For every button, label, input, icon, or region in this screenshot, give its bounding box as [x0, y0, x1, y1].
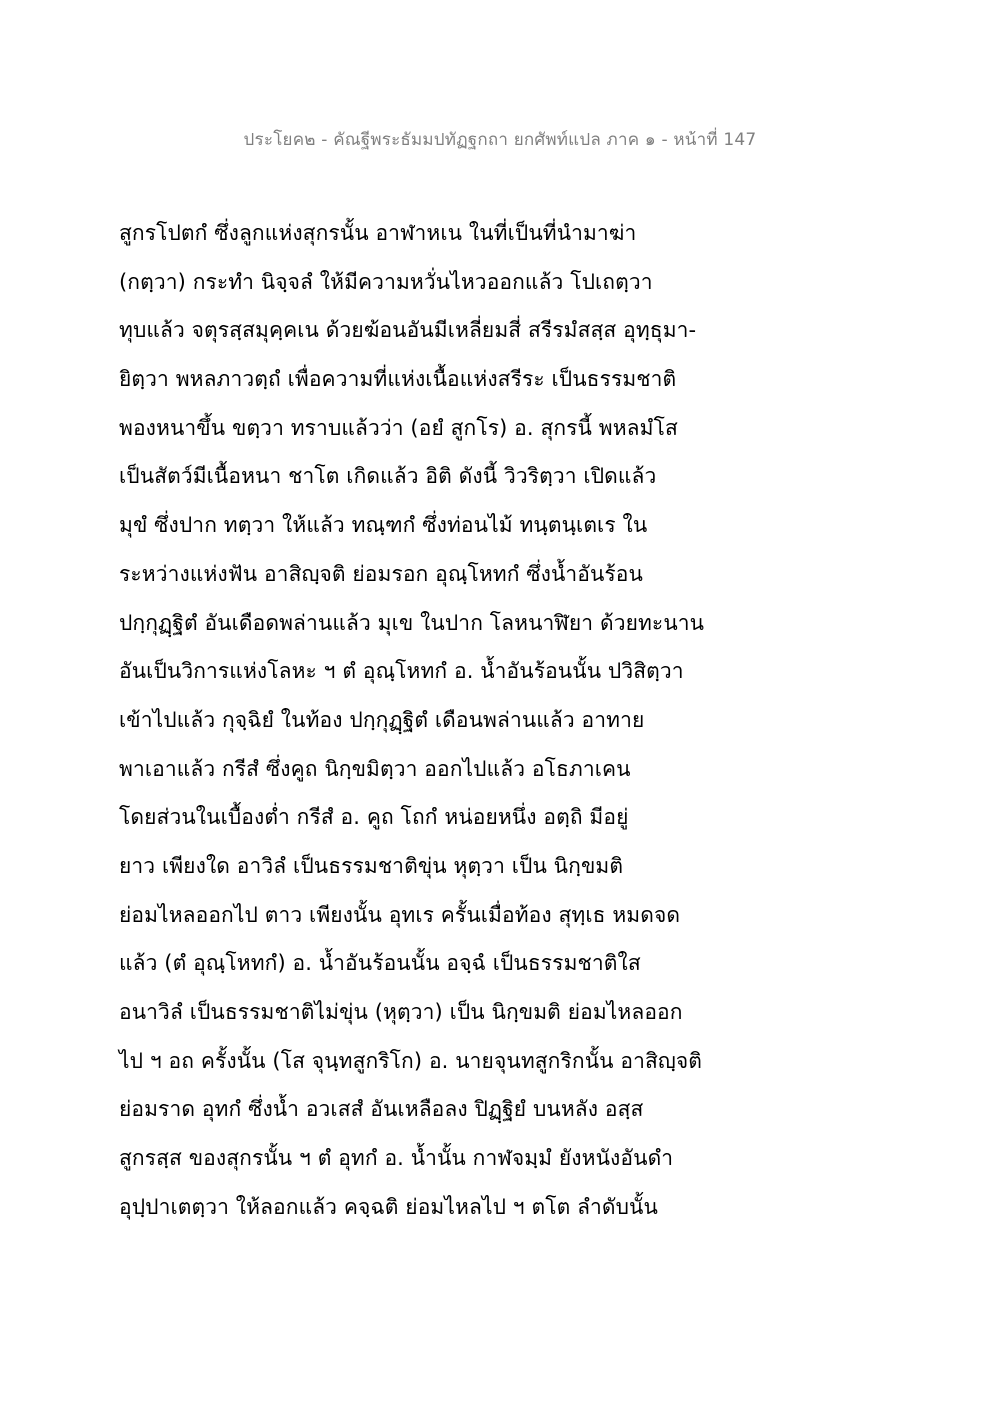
text-line-11: เข้าไปแล้ว กุจฺฉิยํ ในท้อง ปกฺกุฏฺฐิตํ เดือนพล่านแล้ว อาทาย — [119, 707, 645, 732]
text-line-1: สูกรโปตกํ ซึ่งลูกแห่งสุกรนั้น อาฬาหเน ในที่เป็นที่นำมาฆ่า — [119, 221, 637, 245]
text-line-14: ยาว เพียงใด อาวิลํ เป็นธรรมชาติขุ่น หุตฺวา เป็น นิกฺขมติ — [119, 853, 624, 878]
page-header: ประโยค๒ - คัณฐีพระธัมมปทัฏฐกถา ยกศัพท์แปล ภาค ๑ - หน้าที่ 147 — [243, 130, 757, 150]
text-line-20: สูกรสฺส ของสุกรนั้น ฯ ตํ อุทกํ อ. น้ำนั้น กาฬจมฺมํ ยังหนังอันดำ — [119, 1146, 674, 1171]
text-line-4: ยิตฺวา พหลภาวตฺถํ เพื่อความที่แห่งเนื้อแห่งสรีระ เป็นธรรมชาติ — [119, 367, 677, 392]
text-line-16: แล้ว (ตํ อุณฺโหทกํ) อ. น้ำอันร้อนนั้น อจฺฉํ เป็นธรรมชาติใส — [119, 951, 641, 976]
text-line-15: ย่อมไหลออกไป ตาว เพียงนั้น อุทเร ครั้นเมื่อท้อง สุทฺเธ หมดจด — [119, 902, 681, 927]
text-line-10: อันเป็นวิการแห่งโลหะ ฯ ตํ อุณฺโหทกํ อ. น้ำอันร้อนนั้น ปวิสิตฺวา — [119, 659, 684, 684]
text-line-12: พาเอาแล้ว กรีสํ ซึ่งคูถ นิกฺขมิตฺวา ออกไปแล้ว อโธภาเคน — [119, 756, 631, 781]
text-line-19: ย่อมราด อุทกํ ซึ่งน้ำ อวเสสํ อันเหลือลง ปิฏฺฐิยํ บนหลัง อสฺส — [119, 1097, 644, 1122]
body-text — [119, 216, 919, 1238]
text-line-3: ทุบแล้ว จตุรสฺสมุคฺคเน ด้วยฆ้อนอันมีเหลี่ยมสี่ สรีรมํสสฺส อุทฺธุมา- — [119, 318, 697, 343]
text-line-9: ปกฺกุฏฺฐิตํ อันเดือดพล่านแล้ว มุเข ในปาก โลหนาฬิยา ด้วยทะนาน — [119, 610, 705, 635]
text-line-8: ระหว่างแห่งฟัน อาสิญฺจติ ย่อมรอก อุณฺโหทกํ ซึ่งน้ำอันร้อน — [119, 561, 643, 586]
text-line-21: อุปฺปาเตตฺวา ให้ลอกแล้ว คจฺฉติ ย่อมไหลไป ฯ ตโต ลำดับนั้น — [119, 1194, 658, 1219]
text-line-6: เป็นสัตว์มีเนื้อหนา ชาโต เกิดแล้ว อิติ ดังนี้ วิวริตฺวา เปิดแล้ว — [119, 464, 657, 489]
text-line-13: โดยส่วนในเบื้องต่ำ กรีสํ อ. คูถ โถกํ หน่อยหนึ่ง อตฺถิ มีอยู่ — [119, 805, 629, 830]
text-line-2: (กตฺวา) กระทำ นิจฺจลํ ให้มีความหวั่นไหวออกแล้ว โปเถตฺวา — [119, 269, 653, 294]
text-line-7: มุขํ ซึ่งปาก ทตฺวา ให้แล้ว ทณฺฑกํ ซึ่งท่อนไม้ ทนฺตนฺเตเร ใน — [119, 513, 648, 538]
text-line-17: อนาวิลํ เป็นธรรมชาติไม่ขุ่น (หุตฺวา) เป็น นิกฺขมติ ย่อมไหลออก — [119, 1000, 683, 1024]
text-line-18: ไป ฯ อถ ครั้งนั้น (โส จุนฺทสูกริโก) อ. นายจุนทสูกริกนั้น อาสิญฺจติ — [119, 1048, 703, 1073]
text-line-5: พองหนาขึ้น ขตฺวา ทราบแล้วว่า (อยํ สูกโร) อ. สุกรนี้ พหลมํโส — [119, 415, 678, 440]
